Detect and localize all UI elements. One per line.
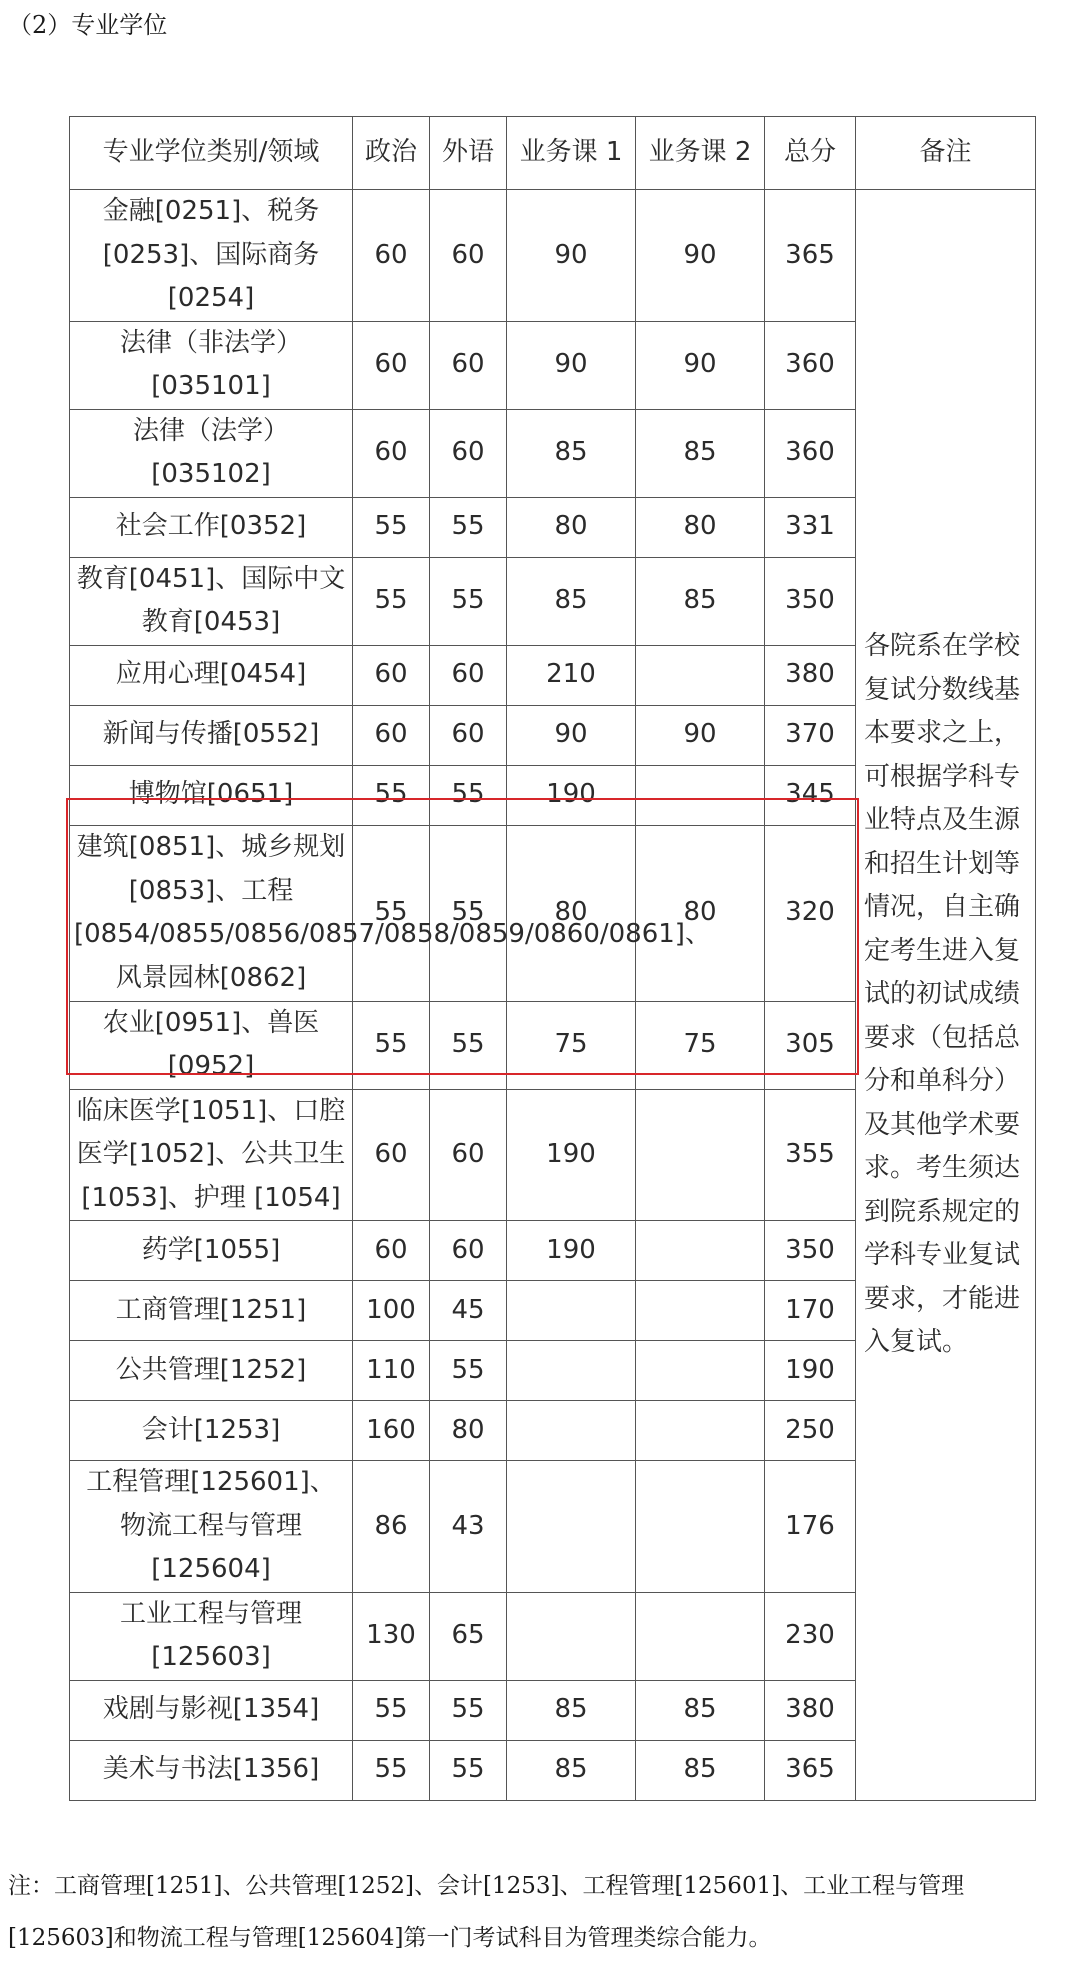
- cell-foreign: 60: [430, 190, 507, 322]
- cell-politics: 55: [353, 1001, 430, 1089]
- cell-area: 药学[1055]: [70, 1221, 353, 1281]
- cell-area: 戏剧与影视[1354]: [70, 1680, 353, 1740]
- cell-course1: 80: [507, 497, 636, 557]
- cell-politics: 86: [353, 1461, 430, 1593]
- cell-total: 350: [765, 557, 856, 645]
- cell-area: 公共管理[1252]: [70, 1341, 353, 1401]
- cell-total: 305: [765, 1001, 856, 1089]
- cell-politics: 60: [353, 1089, 430, 1221]
- cell-foreign: 55: [430, 1001, 507, 1089]
- cell-total: 345: [765, 765, 856, 825]
- score-table: [69, 116, 1036, 1801]
- cell-total: 365: [765, 190, 856, 322]
- cell-course1: 90: [507, 190, 636, 322]
- cell-area: 博物馆[0651]: [70, 765, 353, 825]
- cell-foreign: 45: [430, 1281, 507, 1341]
- table-row: [70, 190, 1036, 322]
- cell-course1: 85: [507, 1680, 636, 1740]
- cell-politics: 60: [353, 190, 430, 322]
- cell-area: 建筑[0851]、城乡规划[0853]、工程[0854/0855/0856/0857/0858/0859/0860/0861]、风景园林[0862]: [70, 825, 353, 1001]
- cell-course2: 85: [636, 1740, 765, 1800]
- cell-course1: [507, 1461, 636, 1593]
- cell-course1: 75: [507, 1001, 636, 1089]
- cell-politics: 100: [353, 1281, 430, 1341]
- cell-foreign: 80: [430, 1401, 507, 1461]
- cell-foreign: 55: [430, 825, 507, 1001]
- cell-politics: 60: [353, 705, 430, 765]
- cell-course1: 85: [507, 557, 636, 645]
- cell-area: 临床医学[1051]、口腔医学[1052]、公共卫生[1053]、护理 [1054]: [70, 1089, 353, 1221]
- header-foreign: 外语: [430, 117, 507, 190]
- header-area: 专业学位类别/领域: [70, 117, 353, 190]
- cell-area: 会计[1253]: [70, 1401, 353, 1461]
- note-cell: 各院系在学校复试分数线基本要求之上，可根据学科专业特点及生源和招生计划等情况，自主确定考生进入复试的初试成绩要求（包括总分和单科分）及其他学术要求。考生须达到院系规定的学科专业复试要求，才能进入复试。: [856, 190, 1036, 1801]
- cell-foreign: 55: [430, 497, 507, 557]
- cell-course2: 75: [636, 1001, 765, 1089]
- cell-foreign: 55: [430, 765, 507, 825]
- cell-foreign: 55: [430, 1740, 507, 1800]
- cell-course1: 210: [507, 645, 636, 705]
- cell-foreign: 60: [430, 705, 507, 765]
- cell-total: 350: [765, 1221, 856, 1281]
- cell-foreign: 60: [430, 1221, 507, 1281]
- cell-course2: 90: [636, 190, 765, 322]
- cell-course2: [636, 1341, 765, 1401]
- cell-area: 美术与书法[1356]: [70, 1740, 353, 1800]
- cell-total: 355: [765, 1089, 856, 1221]
- cell-course1: [507, 1592, 636, 1680]
- cell-area: 应用心理[0454]: [70, 645, 353, 705]
- cell-foreign: 65: [430, 1592, 507, 1680]
- cell-area: 工商管理[1251]: [70, 1281, 353, 1341]
- cell-course2: [636, 1089, 765, 1221]
- header-politics: 政治: [353, 117, 430, 190]
- cell-course2: 80: [636, 497, 765, 557]
- cell-politics: 130: [353, 1592, 430, 1680]
- cell-politics: 55: [353, 765, 430, 825]
- header-course1: 业务课 1: [507, 117, 636, 190]
- cell-course2: [636, 1461, 765, 1593]
- cell-total: 320: [765, 825, 856, 1001]
- cell-area: 社会工作[0352]: [70, 497, 353, 557]
- footnote-line-2: [125603]和物流工程与管理[125604]第一门考试科目为管理类综合能力。: [8, 1925, 772, 1951]
- header-total: 总分: [765, 117, 856, 190]
- cell-foreign: 55: [430, 1341, 507, 1401]
- cell-area: 法律（非法学）[035101]: [70, 321, 353, 409]
- cell-course1: 190: [507, 765, 636, 825]
- table-header-row: [70, 117, 1036, 190]
- cell-area: 工程管理[125601]、物流工程与管理[125604]: [70, 1461, 353, 1593]
- header-course2: 业务课 2: [636, 117, 765, 190]
- cell-course1: 190: [507, 1089, 636, 1221]
- cell-course2: [636, 765, 765, 825]
- cell-course2: 85: [636, 557, 765, 645]
- cell-area: 法律（法学）[035102]: [70, 409, 353, 497]
- cell-course2: [636, 1221, 765, 1281]
- cell-politics: 55: [353, 557, 430, 645]
- cell-foreign: 60: [430, 321, 507, 409]
- cell-foreign: 60: [430, 645, 507, 705]
- cell-politics: 110: [353, 1341, 430, 1401]
- cell-total: 250: [765, 1401, 856, 1461]
- cell-course2: 90: [636, 321, 765, 409]
- cell-course1: 85: [507, 1740, 636, 1800]
- cell-politics: 160: [353, 1401, 430, 1461]
- cell-course1: 85: [507, 409, 636, 497]
- cell-foreign: 55: [430, 557, 507, 645]
- cell-politics: 55: [353, 1680, 430, 1740]
- cell-politics: 60: [353, 409, 430, 497]
- cell-total: 360: [765, 321, 856, 409]
- cell-politics: 55: [353, 1740, 430, 1800]
- cell-course2: 85: [636, 409, 765, 497]
- cell-area: 金融[0251]、税务[0253]、国际商务[0254]: [70, 190, 353, 322]
- cell-course2: [636, 1281, 765, 1341]
- cell-politics: 55: [353, 825, 430, 1001]
- cell-politics: 60: [353, 321, 430, 409]
- cell-area: 教育[0451]、国际中文教育[0453]: [70, 557, 353, 645]
- cell-course1: 90: [507, 321, 636, 409]
- cell-total: 365: [765, 1740, 856, 1800]
- cell-total: 380: [765, 645, 856, 705]
- cell-area: 工业工程与管理[125603]: [70, 1592, 353, 1680]
- header-note: 备注: [856, 117, 1036, 190]
- cell-course1: 90: [507, 705, 636, 765]
- cell-course2: [636, 1592, 765, 1680]
- cell-total: 360: [765, 409, 856, 497]
- cell-course2: 90: [636, 705, 765, 765]
- cell-course2: 80: [636, 825, 765, 1001]
- cell-area: 新闻与传播[0552]: [70, 705, 353, 765]
- cell-course2: [636, 1401, 765, 1461]
- cell-total: 170: [765, 1281, 856, 1341]
- cell-total: 190: [765, 1341, 856, 1401]
- section-heading: （2）专业学位: [8, 11, 168, 39]
- cell-foreign: 60: [430, 409, 507, 497]
- cell-course2: [636, 645, 765, 705]
- score-table-body: [70, 190, 1036, 1801]
- cell-total: 176: [765, 1461, 856, 1593]
- cell-politics: 60: [353, 645, 430, 705]
- cell-total: 331: [765, 497, 856, 557]
- cell-course1: 80: [507, 825, 636, 1001]
- cell-total: 380: [765, 1680, 856, 1740]
- cell-course1: 190: [507, 1221, 636, 1281]
- cell-foreign: 43: [430, 1461, 507, 1593]
- cell-total: 230: [765, 1592, 856, 1680]
- cell-foreign: 60: [430, 1089, 507, 1221]
- cell-foreign: 55: [430, 1680, 507, 1740]
- cell-course1: [507, 1281, 636, 1341]
- footnote-line-1: 注：工商管理[1251]、公共管理[1252]、会计[1253]、工程管理[125601]、工业工程与管理: [8, 1873, 965, 1899]
- cell-course2: 85: [636, 1680, 765, 1740]
- cell-politics: 55: [353, 497, 430, 557]
- footnote: [8, 1860, 1068, 1964]
- cell-course1: [507, 1401, 636, 1461]
- cell-total: 370: [765, 705, 856, 765]
- cell-course1: [507, 1341, 636, 1401]
- cell-area: 农业[0951]、兽医[0952]: [70, 1001, 353, 1089]
- cell-politics: 60: [353, 1221, 430, 1281]
